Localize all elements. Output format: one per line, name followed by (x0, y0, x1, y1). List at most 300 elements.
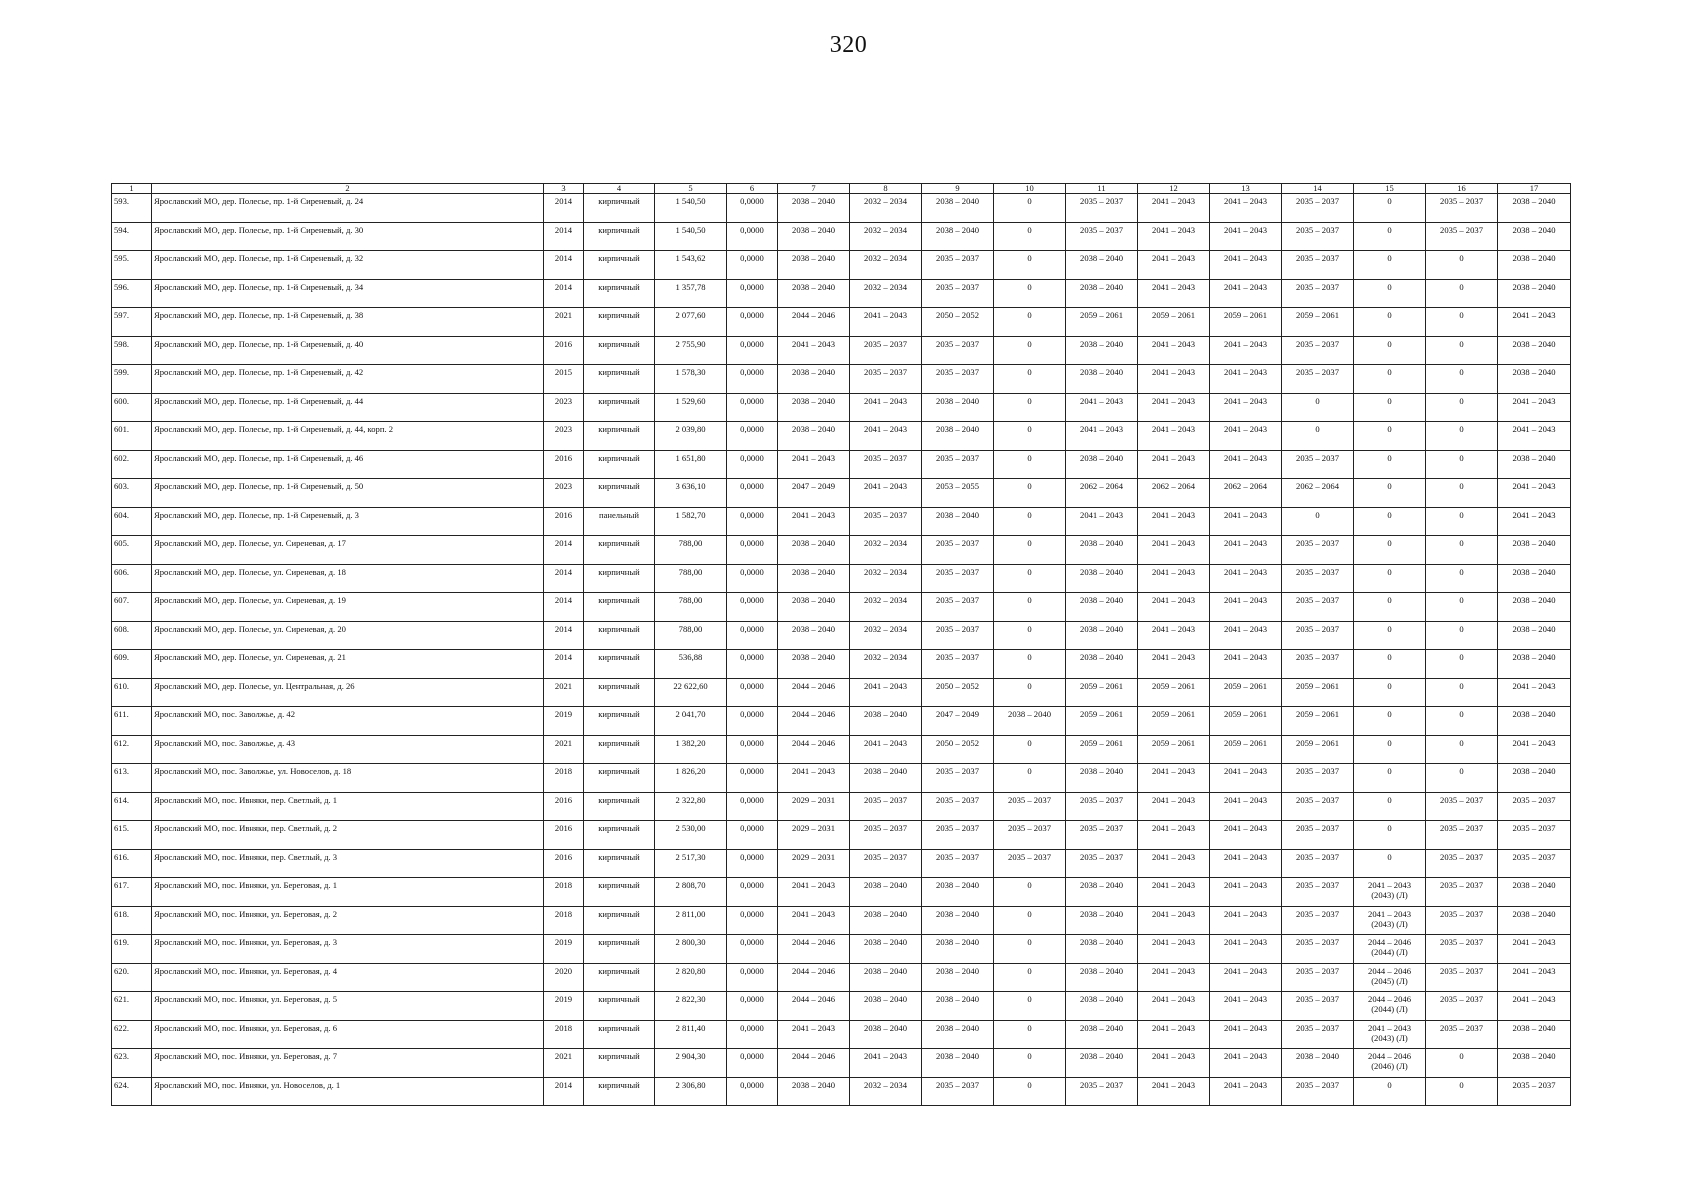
table-cell-col-11: 2038 – 2040 (1066, 764, 1138, 793)
table-cell-col-17: 2041 – 2043 (1498, 308, 1571, 337)
table-cell-col-14: 2035 – 2037 (1282, 336, 1354, 365)
table-cell-col-10: 2038 – 2040 (994, 707, 1066, 736)
table-cell-col-5: 2 820,80 (655, 963, 727, 992)
table-cell-col-8: 2038 – 2040 (850, 764, 922, 793)
table-cell-col-17: 2035 – 2037 (1498, 821, 1571, 850)
table-cell-col-5: 788,00 (655, 593, 727, 622)
table-cell-col-4: кирпичный (584, 536, 655, 565)
table-row (112, 650, 1571, 679)
table-cell-col-5: 2 808,70 (655, 878, 727, 907)
table-cell-col-17: 2038 – 2040 (1498, 593, 1571, 622)
table-cell-col-4: кирпичный (584, 707, 655, 736)
table-cell-col-6: 0,0000 (727, 1077, 778, 1106)
table-cell-col-9: 2035 – 2037 (922, 764, 994, 793)
table-cell-col-14: 2059 – 2061 (1282, 735, 1354, 764)
table-cell-col-10: 0 (994, 678, 1066, 707)
page-number: 320 (829, 32, 868, 58)
table-cell-col-15: 0 (1354, 821, 1426, 850)
table-cell-col-6: 0,0000 (727, 507, 778, 536)
table-cell-col-17: 2038 – 2040 (1498, 251, 1571, 280)
table-cell-col-11: 2038 – 2040 (1066, 251, 1138, 280)
column-header-17: 17 (1498, 184, 1571, 194)
table-cell-col-11: 2035 – 2037 (1066, 821, 1138, 850)
table-cell-col-3: 2016 (544, 792, 584, 821)
table-cell-col-1: 615. (112, 821, 152, 850)
table-cell-col-1: 593. (112, 194, 152, 223)
table-cell-col-1: 608. (112, 621, 152, 650)
column-header-13: 13 (1210, 184, 1282, 194)
table-row (112, 536, 1571, 565)
table-cell-col-2: Ярославский МО, пос. Ивняки, пер. Светлый, д. 3 (152, 849, 544, 878)
table-cell-col-15: 0 (1354, 308, 1426, 337)
table-cell-col-12: 2041 – 2043 (1138, 935, 1210, 964)
table-cell-col-13: 2059 – 2061 (1210, 678, 1282, 707)
table-cell-col-4: кирпичный (584, 621, 655, 650)
table-cell-col-4: кирпичный (584, 1049, 655, 1078)
table-cell-col-4: кирпичный (584, 564, 655, 593)
table-cell-col-15: 0 (1354, 393, 1426, 422)
table-cell-col-10: 0 (994, 536, 1066, 565)
table-cell-col-12: 2041 – 2043 (1138, 251, 1210, 280)
table-cell-col-10: 0 (994, 194, 1066, 223)
table-cell-col-10: 0 (994, 336, 1066, 365)
table-cell-col-2: Ярославский МО, пос. Ивняки, ул. Береговая, д. 3 (152, 935, 544, 964)
table-cell-col-16: 0 (1426, 308, 1498, 337)
table-cell-col-16: 0 (1426, 593, 1498, 622)
table-cell-col-16: 0 (1426, 564, 1498, 593)
table-cell-col-5: 1 826,20 (655, 764, 727, 793)
table-cell-col-5: 1 382,20 (655, 735, 727, 764)
table-cell-col-14: 2035 – 2037 (1282, 279, 1354, 308)
table-cell-col-10: 0 (994, 593, 1066, 622)
table-cell-col-13: 2041 – 2043 (1210, 621, 1282, 650)
table-cell-col-7: 2038 – 2040 (778, 650, 850, 679)
table-cell-col-3: 2016 (544, 450, 584, 479)
table-cell-col-2: Ярославский МО, дер. Полесье, пр. 1-й Сиреневый, д. 34 (152, 279, 544, 308)
table-cell-col-17: 2038 – 2040 (1498, 906, 1571, 935)
table-cell-col-1: 605. (112, 536, 152, 565)
table-cell-col-6: 0,0000 (727, 792, 778, 821)
table-cell-col-3: 2016 (544, 849, 584, 878)
table-cell-col-8: 2035 – 2037 (850, 336, 922, 365)
table-cell-col-4: кирпичный (584, 849, 655, 878)
table-cell-col-7: 2029 – 2031 (778, 792, 850, 821)
table-cell-col-15: 0 (1354, 422, 1426, 451)
table-cell-col-8: 2032 – 2034 (850, 621, 922, 650)
table-cell-col-13: 2041 – 2043 (1210, 906, 1282, 935)
table-cell-col-8: 2041 – 2043 (850, 308, 922, 337)
table-cell-col-17: 2038 – 2040 (1498, 1020, 1571, 1049)
table-cell-col-12: 2041 – 2043 (1138, 992, 1210, 1021)
table-cell-col-8: 2041 – 2043 (850, 393, 922, 422)
table-row (112, 564, 1571, 593)
table-cell-col-12: 2059 – 2061 (1138, 678, 1210, 707)
table-cell-col-1: 598. (112, 336, 152, 365)
table-cell-col-12: 2041 – 2043 (1138, 593, 1210, 622)
table-cell-col-1: 623. (112, 1049, 152, 1078)
table-row (112, 450, 1571, 479)
table-cell-col-1: 610. (112, 678, 152, 707)
table-cell-col-14: 2035 – 2037 (1282, 906, 1354, 935)
table-cell-col-14: 0 (1282, 393, 1354, 422)
table-cell-col-1: 618. (112, 906, 152, 935)
table-cell-col-13: 2041 – 2043 (1210, 279, 1282, 308)
table-cell-col-5: 536,88 (655, 650, 727, 679)
table-cell-col-15: 0 (1354, 279, 1426, 308)
table-cell-col-1: 596. (112, 279, 152, 308)
table-cell-col-8: 2041 – 2043 (850, 479, 922, 508)
table-cell-col-15: 2041 – 2043 (2043) (Л) (1354, 1020, 1426, 1049)
table-cell-col-4: кирпичный (584, 422, 655, 451)
table-cell-col-4: кирпичный (584, 450, 655, 479)
column-header-15: 15 (1354, 184, 1426, 194)
table-cell-col-10: 0 (994, 1020, 1066, 1049)
table-cell-col-15: 0 (1354, 764, 1426, 793)
table-cell-col-13: 2041 – 2043 (1210, 564, 1282, 593)
table-row (112, 906, 1571, 935)
table-cell-col-5: 1 357,78 (655, 279, 727, 308)
table-cell-col-6: 0,0000 (727, 878, 778, 907)
table-cell-col-2: Ярославский МО, пос. Заволжье, ул. Новоселов, д. 18 (152, 764, 544, 793)
table-cell-col-4: кирпичный (584, 365, 655, 394)
table-cell-col-2: Ярославский МО, пос. Ивняки, ул. Береговая, д. 4 (152, 963, 544, 992)
table-cell-col-17: 2041 – 2043 (1498, 422, 1571, 451)
table-cell-col-12: 2041 – 2043 (1138, 536, 1210, 565)
table-row (112, 935, 1571, 964)
table-cell-col-15: 0 (1354, 707, 1426, 736)
table-cell-col-12: 2041 – 2043 (1138, 650, 1210, 679)
table-cell-col-9: 2035 – 2037 (922, 849, 994, 878)
table-cell-col-17: 2038 – 2040 (1498, 764, 1571, 793)
table-cell-col-7: 2041 – 2043 (778, 764, 850, 793)
table-cell-col-17: 2041 – 2043 (1498, 935, 1571, 964)
table-row (112, 194, 1571, 223)
table-cell-col-1: 594. (112, 222, 152, 251)
table-cell-col-17: 2038 – 2040 (1498, 222, 1571, 251)
table-cell-col-5: 1 540,50 (655, 222, 727, 251)
table-cell-col-2: Ярославский МО, пос. Ивняки, ул. Береговая, д. 6 (152, 1020, 544, 1049)
table-cell-col-2: Ярославский МО, дер. Полесье, пр. 1-й Сиреневый, д. 44, корп. 2 (152, 422, 544, 451)
table-cell-col-3: 2021 (544, 678, 584, 707)
table-cell-col-9: 2035 – 2037 (922, 621, 994, 650)
table-cell-col-8: 2038 – 2040 (850, 707, 922, 736)
table-cell-col-13: 2041 – 2043 (1210, 1049, 1282, 1078)
table-cell-col-9: 2035 – 2037 (922, 821, 994, 850)
table-cell-col-13: 2059 – 2061 (1210, 735, 1282, 764)
table-cell-col-16: 2035 – 2037 (1426, 792, 1498, 821)
table-cell-col-9: 2047 – 2049 (922, 707, 994, 736)
column-header-7: 7 (778, 184, 850, 194)
table-cell-col-14: 2035 – 2037 (1282, 992, 1354, 1021)
table-cell-col-3: 2014 (544, 593, 584, 622)
table-cell-col-6: 0,0000 (727, 222, 778, 251)
table-cell-col-2: Ярославский МО, дер. Полесье, ул. Сиреневая, д. 21 (152, 650, 544, 679)
table-cell-col-5: 1 582,70 (655, 507, 727, 536)
table-cell-col-16: 0 (1426, 422, 1498, 451)
table-cell-col-3: 2014 (544, 251, 584, 280)
table-cell-col-7: 2044 – 2046 (778, 308, 850, 337)
table-cell-col-11: 2038 – 2040 (1066, 536, 1138, 565)
table-cell-col-7: 2038 – 2040 (778, 251, 850, 280)
table-row (112, 849, 1571, 878)
table-cell-col-4: кирпичный (584, 906, 655, 935)
table-cell-col-11: 2038 – 2040 (1066, 963, 1138, 992)
table-cell-col-17: 2041 – 2043 (1498, 393, 1571, 422)
table-cell-col-13: 2041 – 2043 (1210, 365, 1282, 394)
table-cell-col-5: 2 517,30 (655, 849, 727, 878)
table-cell-col-9: 2035 – 2037 (922, 450, 994, 479)
table-cell-col-14: 2038 – 2040 (1282, 1049, 1354, 1078)
table-cell-col-10: 0 (994, 393, 1066, 422)
table-cell-col-16: 2035 – 2037 (1426, 222, 1498, 251)
column-header-1: 1 (112, 184, 152, 194)
table-cell-col-10: 0 (994, 735, 1066, 764)
table-cell-col-16: 0 (1426, 707, 1498, 736)
table-cell-col-15: 0 (1354, 1077, 1426, 1106)
table-cell-col-6: 0,0000 (727, 194, 778, 223)
table-cell-col-15: 0 (1354, 792, 1426, 821)
table-cell-col-1: 613. (112, 764, 152, 793)
table-cell-col-8: 2041 – 2043 (850, 1049, 922, 1078)
table-cell-col-7: 2044 – 2046 (778, 678, 850, 707)
table-cell-col-13: 2041 – 2043 (1210, 536, 1282, 565)
table-cell-col-8: 2038 – 2040 (850, 935, 922, 964)
table-cell-col-14: 2035 – 2037 (1282, 849, 1354, 878)
table-cell-col-6: 0,0000 (727, 564, 778, 593)
table-cell-col-6: 0,0000 (727, 450, 778, 479)
table-cell-col-4: кирпичный (584, 1077, 655, 1106)
table-cell-col-16: 0 (1426, 678, 1498, 707)
table-cell-col-1: 612. (112, 735, 152, 764)
table-cell-col-10: 0 (994, 878, 1066, 907)
table-cell-col-11: 2035 – 2037 (1066, 222, 1138, 251)
table-cell-col-11: 2038 – 2040 (1066, 992, 1138, 1021)
table-cell-col-11: 2038 – 2040 (1066, 279, 1138, 308)
table-cell-col-13: 2041 – 2043 (1210, 336, 1282, 365)
table-cell-col-11: 2035 – 2037 (1066, 792, 1138, 821)
column-number-header-row (112, 184, 1571, 194)
table-cell-col-15: 0 (1354, 735, 1426, 764)
table-cell-col-8: 2035 – 2037 (850, 821, 922, 850)
table-cell-col-4: кирпичный (584, 963, 655, 992)
table-cell-col-3: 2015 (544, 365, 584, 394)
table-cell-col-7: 2044 – 2046 (778, 1049, 850, 1078)
table-cell-col-5: 2 306,80 (655, 1077, 727, 1106)
table-cell-col-15: 0 (1354, 564, 1426, 593)
table-cell-col-9: 2035 – 2037 (922, 336, 994, 365)
table-cell-col-2: Ярославский МО, пос. Ивняки, пер. Светлый, д. 1 (152, 792, 544, 821)
table-cell-col-7: 2038 – 2040 (778, 1077, 850, 1106)
table-cell-col-5: 2 811,40 (655, 1020, 727, 1049)
table-cell-col-3: 2019 (544, 935, 584, 964)
table-cell-col-2: Ярославский МО, дер. Полесье, пр. 1-й Сиреневый, д. 3 (152, 507, 544, 536)
table-cell-col-11: 2035 – 2037 (1066, 1077, 1138, 1106)
table-cell-col-13: 2041 – 2043 (1210, 935, 1282, 964)
table-row (112, 365, 1571, 394)
table-cell-col-10: 0 (994, 279, 1066, 308)
table-cell-col-10: 0 (994, 308, 1066, 337)
table-row (112, 878, 1571, 907)
table-cell-col-1: 597. (112, 308, 152, 337)
table-cell-col-7: 2041 – 2043 (778, 906, 850, 935)
table-cell-col-7: 2038 – 2040 (778, 393, 850, 422)
table-cell-col-11: 2038 – 2040 (1066, 1020, 1138, 1049)
table-cell-col-9: 2038 – 2040 (922, 422, 994, 451)
table-cell-col-10: 0 (994, 992, 1066, 1021)
column-header-4: 4 (584, 184, 655, 194)
table-cell-col-16: 2035 – 2037 (1426, 849, 1498, 878)
table-cell-col-17: 2038 – 2040 (1498, 450, 1571, 479)
table-cell-col-5: 2 322,80 (655, 792, 727, 821)
table-cell-col-10: 2035 – 2037 (994, 849, 1066, 878)
column-header-11: 11 (1066, 184, 1138, 194)
table-cell-col-14: 2035 – 2037 (1282, 450, 1354, 479)
table-cell-col-2: Ярославский МО, дер. Полесье, пр. 1-й Сиреневый, д. 38 (152, 308, 544, 337)
table-cell-col-2: Ярославский МО, дер. Полесье, пр. 1-й Сиреневый, д. 42 (152, 365, 544, 394)
table-cell-col-2: Ярославский МО, дер. Полесье, пр. 1-й Сиреневый, д. 50 (152, 479, 544, 508)
table-cell-col-13: 2041 – 2043 (1210, 222, 1282, 251)
table-cell-col-4: кирпичный (584, 992, 655, 1021)
table-cell-col-4: кирпичный (584, 878, 655, 907)
table-cell-col-15: 2041 – 2043 (2043) (Л) (1354, 906, 1426, 935)
table-cell-col-3: 2023 (544, 393, 584, 422)
table-cell-col-8: 2032 – 2034 (850, 251, 922, 280)
table-cell-col-17: 2035 – 2037 (1498, 1077, 1571, 1106)
table-cell-col-11: 2062 – 2064 (1066, 479, 1138, 508)
table-cell-col-2: Ярославский МО, пос. Ивняки, ул. Новоселов, д. 1 (152, 1077, 544, 1106)
table-cell-col-17: 2038 – 2040 (1498, 650, 1571, 679)
table-cell-col-17: 2041 – 2043 (1498, 678, 1571, 707)
table-row (112, 1049, 1571, 1078)
table-cell-col-15: 0 (1354, 222, 1426, 251)
table-cell-col-2: Ярославский МО, дер. Полесье, ул. Сиреневая, д. 20 (152, 621, 544, 650)
table-cell-col-10: 0 (994, 650, 1066, 679)
table-cell-col-14: 2035 – 2037 (1282, 222, 1354, 251)
table-cell-col-7: 2041 – 2043 (778, 507, 850, 536)
table-cell-col-7: 2044 – 2046 (778, 963, 850, 992)
table-cell-col-17: 2041 – 2043 (1498, 479, 1571, 508)
table-cell-col-4: кирпичный (584, 479, 655, 508)
table-cell-col-11: 2041 – 2043 (1066, 393, 1138, 422)
table-cell-col-1: 614. (112, 792, 152, 821)
table-cell-col-15: 0 (1354, 678, 1426, 707)
table-cell-col-17: 2038 – 2040 (1498, 621, 1571, 650)
table-cell-col-14: 2059 – 2061 (1282, 308, 1354, 337)
table-row (112, 336, 1571, 365)
table-cell-col-14: 2035 – 2037 (1282, 792, 1354, 821)
table-cell-col-7: 2038 – 2040 (778, 621, 850, 650)
table-cell-col-5: 788,00 (655, 536, 727, 565)
table-cell-col-6: 0,0000 (727, 992, 778, 1021)
table-cell-col-3: 2018 (544, 1020, 584, 1049)
table-cell-col-4: панельный (584, 507, 655, 536)
table-cell-col-10: 0 (994, 1049, 1066, 1078)
table-cell-col-12: 2041 – 2043 (1138, 792, 1210, 821)
table-cell-col-3: 2018 (544, 906, 584, 935)
table-cell-col-14: 2059 – 2061 (1282, 707, 1354, 736)
table-cell-col-3: 2016 (544, 821, 584, 850)
table-cell-col-7: 2029 – 2031 (778, 849, 850, 878)
table-cell-col-9: 2050 – 2052 (922, 308, 994, 337)
table-cell-col-9: 2038 – 2040 (922, 194, 994, 223)
table-cell-col-2: Ярославский МО, пос. Ивняки, ул. Береговая, д. 1 (152, 878, 544, 907)
table-cell-col-15: 0 (1354, 507, 1426, 536)
table-cell-col-9: 2038 – 2040 (922, 878, 994, 907)
table-row (112, 764, 1571, 793)
table-cell-col-14: 2062 – 2064 (1282, 479, 1354, 508)
table-cell-col-14: 0 (1282, 507, 1354, 536)
table-cell-col-8: 2032 – 2034 (850, 222, 922, 251)
table-cell-col-15: 2041 – 2043 (2043) (Л) (1354, 878, 1426, 907)
table-cell-col-4: кирпичный (584, 764, 655, 793)
table-cell-col-6: 0,0000 (727, 365, 778, 394)
table-cell-col-5: 788,00 (655, 621, 727, 650)
table-cell-col-16: 0 (1426, 251, 1498, 280)
column-header-8: 8 (850, 184, 922, 194)
table-cell-col-11: 2038 – 2040 (1066, 450, 1138, 479)
table-cell-col-9: 2038 – 2040 (922, 222, 994, 251)
table-cell-col-3: 2014 (544, 222, 584, 251)
table-cell-col-17: 2038 – 2040 (1498, 536, 1571, 565)
table-cell-col-10: 0 (994, 764, 1066, 793)
table-cell-col-16: 0 (1426, 336, 1498, 365)
table-cell-col-16: 0 (1426, 650, 1498, 679)
table-cell-col-4: кирпичный (584, 308, 655, 337)
table-cell-col-12: 2041 – 2043 (1138, 878, 1210, 907)
table-cell-col-3: 2014 (544, 279, 584, 308)
table-cell-col-4: кирпичный (584, 792, 655, 821)
table-cell-col-1: 606. (112, 564, 152, 593)
table-cell-col-3: 2014 (544, 1077, 584, 1106)
table-cell-col-7: 2044 – 2046 (778, 707, 850, 736)
table-cell-col-10: 0 (994, 1077, 1066, 1106)
table-cell-col-1: 601. (112, 422, 152, 451)
table-cell-col-17: 2035 – 2037 (1498, 792, 1571, 821)
table-cell-col-10: 2035 – 2037 (994, 792, 1066, 821)
table-cell-col-3: 2014 (544, 564, 584, 593)
table-cell-col-6: 0,0000 (727, 764, 778, 793)
table-cell-col-2: Ярославский МО, дер. Полесье, пр. 1-й Сиреневый, д. 32 (152, 251, 544, 280)
table-cell-col-5: 2 039,80 (655, 422, 727, 451)
table-row (112, 992, 1571, 1021)
table-cell-col-2: Ярославский МО, дер. Полесье, ул. Центральная, д. 26 (152, 678, 544, 707)
table-cell-col-15: 0 (1354, 251, 1426, 280)
table-cell-col-8: 2038 – 2040 (850, 878, 922, 907)
table-row (112, 963, 1571, 992)
table-cell-col-6: 0,0000 (727, 308, 778, 337)
table-cell-col-8: 2032 – 2034 (850, 593, 922, 622)
column-header-6: 6 (727, 184, 778, 194)
table-cell-col-15: 2044 – 2046 (2046) (Л) (1354, 1049, 1426, 1078)
table-cell-col-6: 0,0000 (727, 536, 778, 565)
table-cell-col-3: 2021 (544, 1049, 584, 1078)
table-cell-col-1: 624. (112, 1077, 152, 1106)
table-cell-col-13: 2041 – 2043 (1210, 650, 1282, 679)
table-cell-col-12: 2041 – 2043 (1138, 906, 1210, 935)
table-cell-col-12: 2041 – 2043 (1138, 1077, 1210, 1106)
table-cell-col-7: 2038 – 2040 (778, 222, 850, 251)
table-cell-col-6: 0,0000 (727, 935, 778, 964)
table-cell-col-7: 2038 – 2040 (778, 279, 850, 308)
table-cell-col-2: Ярославский МО, дер. Полесье, пр. 1-й Сиреневый, д. 46 (152, 450, 544, 479)
table-cell-col-4: кирпичный (584, 735, 655, 764)
table-cell-col-5: 2 041,70 (655, 707, 727, 736)
table-cell-col-2: Ярославский МО, пос. Ивняки, пер. Светлый, д. 2 (152, 821, 544, 850)
table-cell-col-8: 2041 – 2043 (850, 422, 922, 451)
table-cell-col-7: 2044 – 2046 (778, 735, 850, 764)
table-cell-col-4: кирпичный (584, 1020, 655, 1049)
table-row (112, 479, 1571, 508)
